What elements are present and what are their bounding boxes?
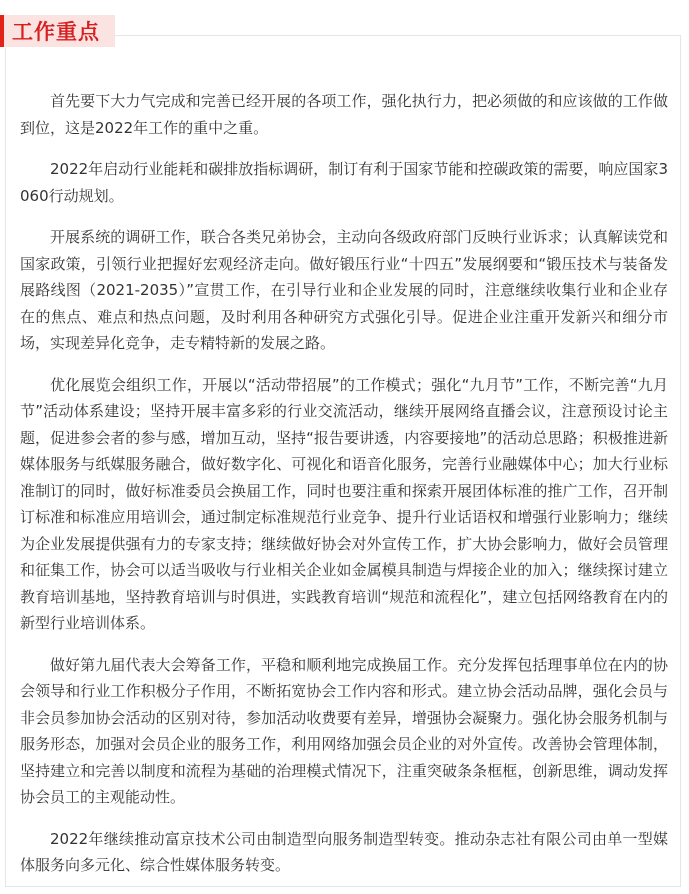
section-title: 工作重点: [12, 20, 100, 44]
article-body: [20, 88, 668, 894]
paragraph-5: 做好第九届代表大会筹备工作，平稳和顺利地完成换届工作。充分发挥包括理事单位在内的协会领导和行业工作积极分子作用，不断拓宽协会工作内容和形式。建立协会活动品牌，强化会员与非会员参加协会活动的区别对待，参加活动收费要有差异，增强协会凝聚力。强化协会服务机制与服务形态，加强对会员企业的服务工作，利用网络加强会员企业的对外宣传。改善协会管理体制，坚持建立和完善以制度和流程为基础的治理模式情况下，注重突破条条框框，创新思维，调动发挥协会员工的主观能动性。: [20, 655, 668, 806]
header-title-box: [4, 15, 115, 47]
paragraph-2: 2022年启动行业能耗和碳排放指标调研，制订有利于国家节能和控碳政策的需要，响应国家3060行动规划。: [20, 160, 668, 205]
paragraph-6: 2022年继续推动富京技术公司由制造型向服务制造型转变。推动杂志社有限公司由单一型媒体服务向多元化、综合性媒体服务转变。: [20, 829, 668, 874]
paragraph-1: 首先要下大力气完成和完善已经开展的各项工作，强化执行力，把必须做的和应该做的工作做到位，这是2022年工作的重中之重。: [20, 92, 668, 137]
paragraph-3: 开展系统的调研工作，联合各类兄弟协会，主动向各级政府部门反映行业诉求；认真解读党和国家政策，引领行业把握好宏观经济走向。做好锻压行业“十四五”发展纲要和“锻压技术与装备发展路线图（2021-2035）”宣贯工作，在引导行业和企业发展的同时，注意继续收集行业和企业存在的焦点、难点和热点问题，及时利用各种研究方式强化引导。促进企业注重开发新兴和细分市场，实现差异化竞争，走专精特新的发展之路。: [20, 228, 668, 352]
section-header: [0, 15, 115, 47]
paragraph-4: 优化展览会组织工作，开展以“活动带招展”的工作模式；强化“九月节”工作，不断完善“九月节”活动体系建设；坚持开展丰富多彩的行业交流活动，继续开展网络直播会议，注意预设讨论主题，促进参会者的参与感，增加互动，坚持“报告要讲透，内容要接地”的活动总思路；积极推进新媒体服务与纸媒服务融合，做好数字化、可视化和语音化服务，完善行业融媒体中心；加大行业标准制订的同时，做好标准委员会换届工作，同时也要注重和探索开展团体标准的推广工作，召开制订标准和标准应用培训会，通过制定标准规范行业竞争、提升行业话语权和增强行业影响力；继续为企业发展提供强有力的专家支持；继续做好协会对外宣传工作，扩大协会影响力，做好会员管理和征集工作，协会可以适当吸收与行业相关企业如金属模具制造与焊接企业的加入；继续探讨建立教育培训基地，坚持教育培训与时俱进，实践教育培训“规范和流程化”，建立包括网络教育在内的新型行业培训体系。: [20, 375, 668, 632]
